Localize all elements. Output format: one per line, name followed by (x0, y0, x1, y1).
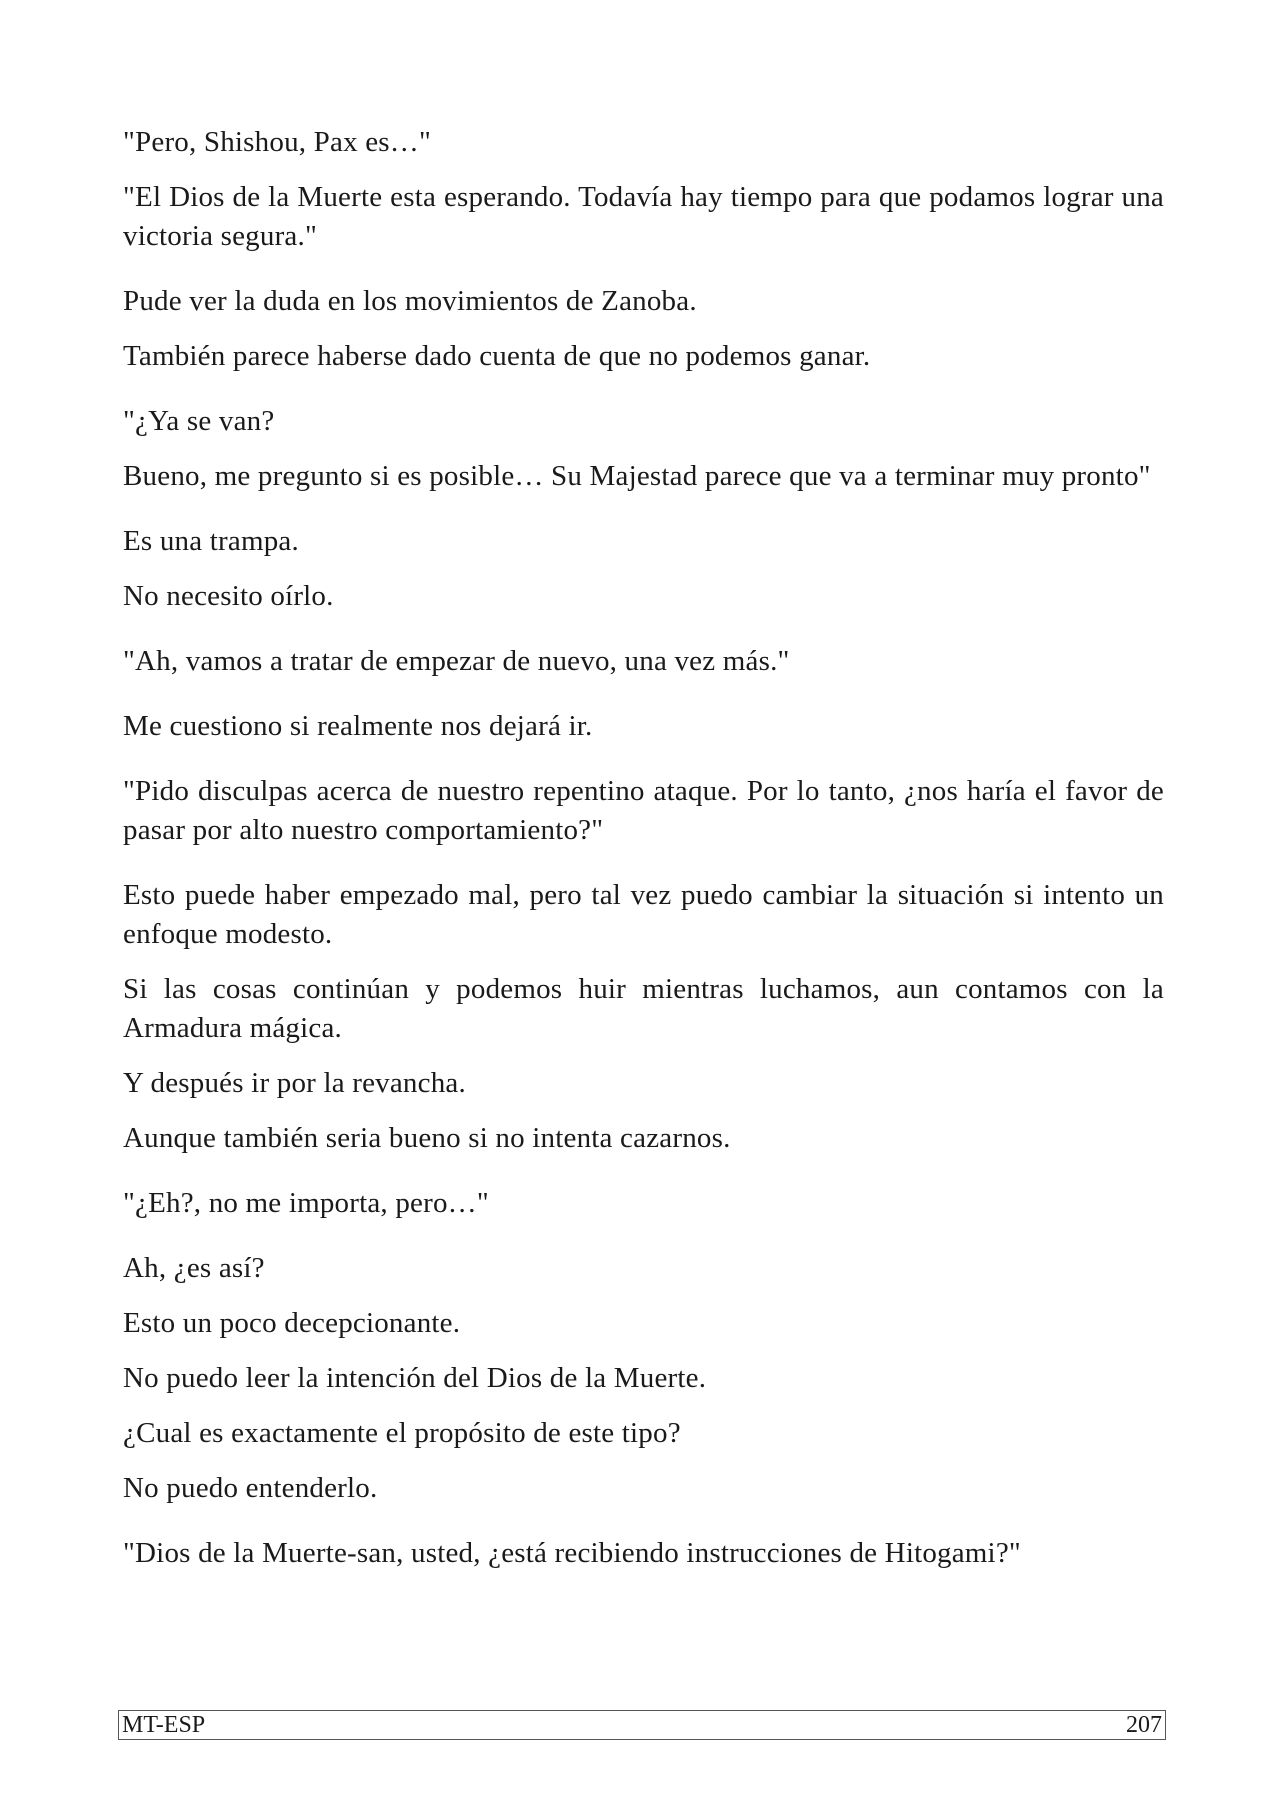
paragraph: "Pido disculpas acerca de nuestro repentino ataque. Por lo tanto, ¿nos haría el favor de pasar por alto nuestro comportamiento?" (123, 775, 1164, 846)
paragraph: Esto puede haber empezado mal, pero tal vez puedo cambiar la situación si intento un enfoque modesto. (123, 879, 1164, 950)
paragraph: Pude ver la duda en los movimientos de Zanoba. (123, 285, 697, 317)
paragraph: "Dios de la Muerte-san, usted, ¿está recibiendo instrucciones de Hitogami?" (123, 1537, 1021, 1569)
paragraph: "¿Eh?, no me importa, pero…" (123, 1187, 489, 1219)
footer-label: MT-ESP (122, 1711, 206, 1738)
paragraph: "El Dios de la Muerte esta esperando. Todavía hay tiempo para que podamos lograr una victoria segura." (123, 181, 1164, 252)
paragraph: "Ah, vamos a tratar de empezar de nuevo, una vez más." (123, 645, 790, 677)
paragraph: Es una trampa. (123, 525, 299, 557)
paragraph: Y después ir por la revancha. (123, 1067, 466, 1099)
paragraph: Esto un poco decepcionante. (123, 1307, 461, 1339)
paragraph: Aunque también seria bueno si no intenta cazarnos. (123, 1122, 731, 1154)
paragraph: No puedo entenderlo. (123, 1472, 378, 1504)
paragraph: No necesito oírlo. (123, 580, 334, 612)
paragraph: No puedo leer la intención del Dios de la Muerte. (123, 1362, 707, 1394)
page-footer (118, 1710, 1166, 1740)
paragraph: Si las cosas continúan y podemos huir mientras luchamos, aun contamos con la Armadura mágica. (123, 973, 1164, 1044)
paragraph: "Pero, Shishou, Pax es…" (123, 126, 432, 158)
paragraph: Ah, ¿es así? (123, 1252, 265, 1284)
paragraph: "¿Ya se van? (123, 405, 275, 437)
paragraph: ¿Cual es exactamente el propósito de este tipo? (123, 1417, 681, 1449)
paragraph: Bueno, me pregunto si es posible… Su Majestad parece que va a terminar muy pronto" (123, 460, 1151, 492)
paragraph: También parece haberse dado cuenta de que no podemos ganar. (123, 340, 871, 372)
page-body (123, 123, 1164, 1573)
page-number: 207 (1126, 1711, 1162, 1738)
paragraph: Me cuestiono si realmente nos dejará ir. (123, 710, 593, 742)
